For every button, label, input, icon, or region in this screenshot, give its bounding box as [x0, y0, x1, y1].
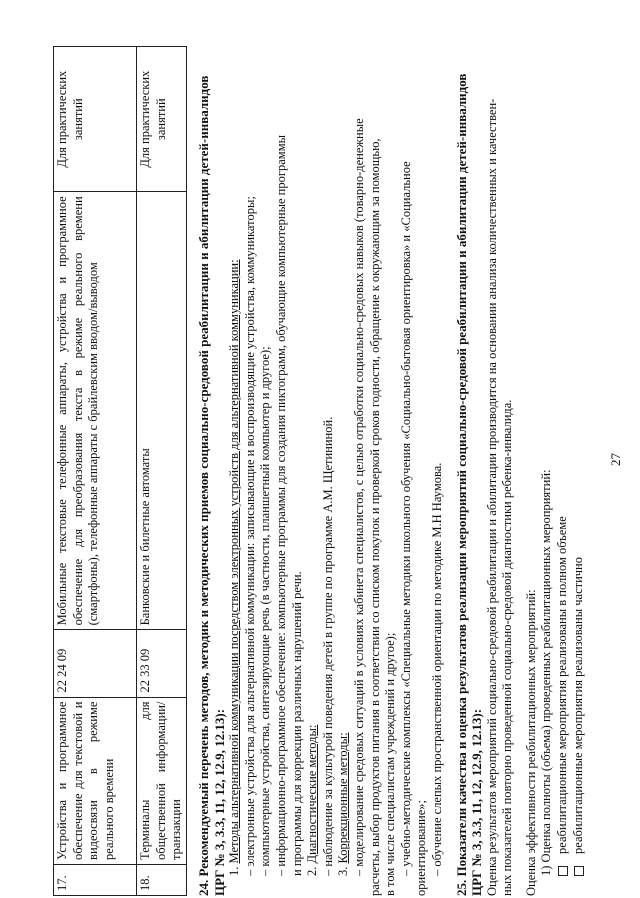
paragraph-cont: ных показателей повторно проведенной социально-средовой диагностики ребенка-инвалида. [500, 399, 515, 896]
method-3-number: 3. [336, 866, 351, 876]
method-1-number: 1. [227, 866, 242, 876]
devices-table [53, 46, 187, 896]
row-code: 22 24 09 [54, 630, 137, 697]
row-purpose: Для практических занятий [54, 47, 137, 192]
method-1-title [227, 46, 243, 896]
table-row [137, 47, 187, 896]
row-description: Мобильные текстовые телефонные аппараты, устройства и программное обеспечение для преобразования текста в режиме реального времени (смартфоны), телефонные аппараты с брайлевским вводом/выводом [54, 192, 137, 630]
paragraph: Оценка результатов мероприятий социально-средовой реабилитации и абилитации производится на основании анализа количественных и качествен- [484, 98, 499, 896]
method-2-number: 2. [305, 866, 320, 876]
row-description: Банковские и билетные автоматы [137, 192, 187, 630]
row-purpose: Для практических занятий [137, 47, 187, 192]
list-item: – электронные устройства для альтернативной коммуникации: записывающие и воспроизводящие устройства, коммуникаторы; [242, 196, 257, 876]
method-1-label: Методы альтернативной коммуникации посредством электронных устройств для альтернативной коммуникации: [227, 259, 242, 864]
row-device-name: Устройства и программное обеспечение для текстовой и видеосвязи в режиме реального времени [54, 697, 137, 864]
row-number: 18. [137, 864, 187, 895]
page-number: 27 [608, 453, 623, 466]
table-row [54, 47, 137, 896]
row-code: 22 33 09 [137, 630, 187, 697]
section-25-heading: 25. Показатели качества и оценка результатов реализации мероприятий социально-средовой реабилитации и абилитации детей-инвалидов [453, 73, 469, 896]
list-item-cont: в том числе специалистам учреждений и другое); [383, 632, 398, 896]
row-number: 17. [54, 864, 137, 895]
checkbox-full[interactable] [558, 866, 568, 876]
method-2-label: Диагностические методы: [305, 724, 320, 864]
list-item-cont: ориентирование»; [414, 799, 429, 896]
method-3-title [336, 46, 352, 896]
row-device-name: Терминалы для общественной информации/транзакции [137, 697, 187, 864]
list-item-cont: и программы для коррекции различных нарушений речи. [289, 571, 304, 876]
paragraph: 1) Оценка полноты (объема) проведенных реабилитационных мероприятий: [539, 469, 554, 876]
checkbox-partial[interactable] [574, 866, 584, 876]
paragraph: Оценка эффективности реабилитационных мероприятий: [523, 589, 538, 896]
list-item: – обучение слепых пространственной ориентации по методике М.Н Наумова. [429, 462, 444, 876]
checkbox-line [571, 46, 587, 896]
section-24-heading: 24. Рекомендуемый перечень методов, методик и методических приемов социально-средовой реабилитации и абилитации детей-инвалидов [196, 75, 211, 896]
checkbox-partial-label: реабилитационные мероприятия реализованы частично [570, 557, 585, 854]
section-25-heading-cont: ЦРГ № 3, 3.3, 11, 12, 12.9, 12.13): [469, 708, 485, 896]
list-item-cont: расчеты, выбор продуктов питания в соответствии со списком покупок и проверкой сроков годности, обращение к окружающим за помощью, [367, 138, 382, 896]
list-item: – наблюдение за культурой поведения детей в группе по программе А.М. Щетининой. [320, 416, 335, 876]
checkbox-full-label: реабилитационные мероприятия реализованы в полном объеме [555, 516, 570, 854]
list-item: – компьютерные устройства, синтезирующие речь (в частности, планшетный компьютер и другое); [258, 346, 273, 876]
checkbox-line [555, 46, 571, 896]
section-24-heading-cont: ЦРГ № 3, 3.3, 11, 12, 12.9, 12.13): [211, 708, 227, 896]
document-body [196, 46, 586, 896]
list-item: – моделирование средовых ситуаций в условиях кабинета специалистов, с целью отработки социально-средовых навыков (товарно-денежные [351, 118, 366, 876]
list-item: – учебно-методические комплексы «Специальные методики школьного обучения «Социально-бытовая ориентировка» и «Социальное [398, 161, 413, 876]
method-3-label: Коррекционные методы: [336, 732, 351, 864]
method-2-title [305, 46, 321, 896]
list-item: – информационно-программное обеспечение: компьютерные программы для создания пиктограмм, обучающие компьютерные программы [273, 135, 288, 876]
